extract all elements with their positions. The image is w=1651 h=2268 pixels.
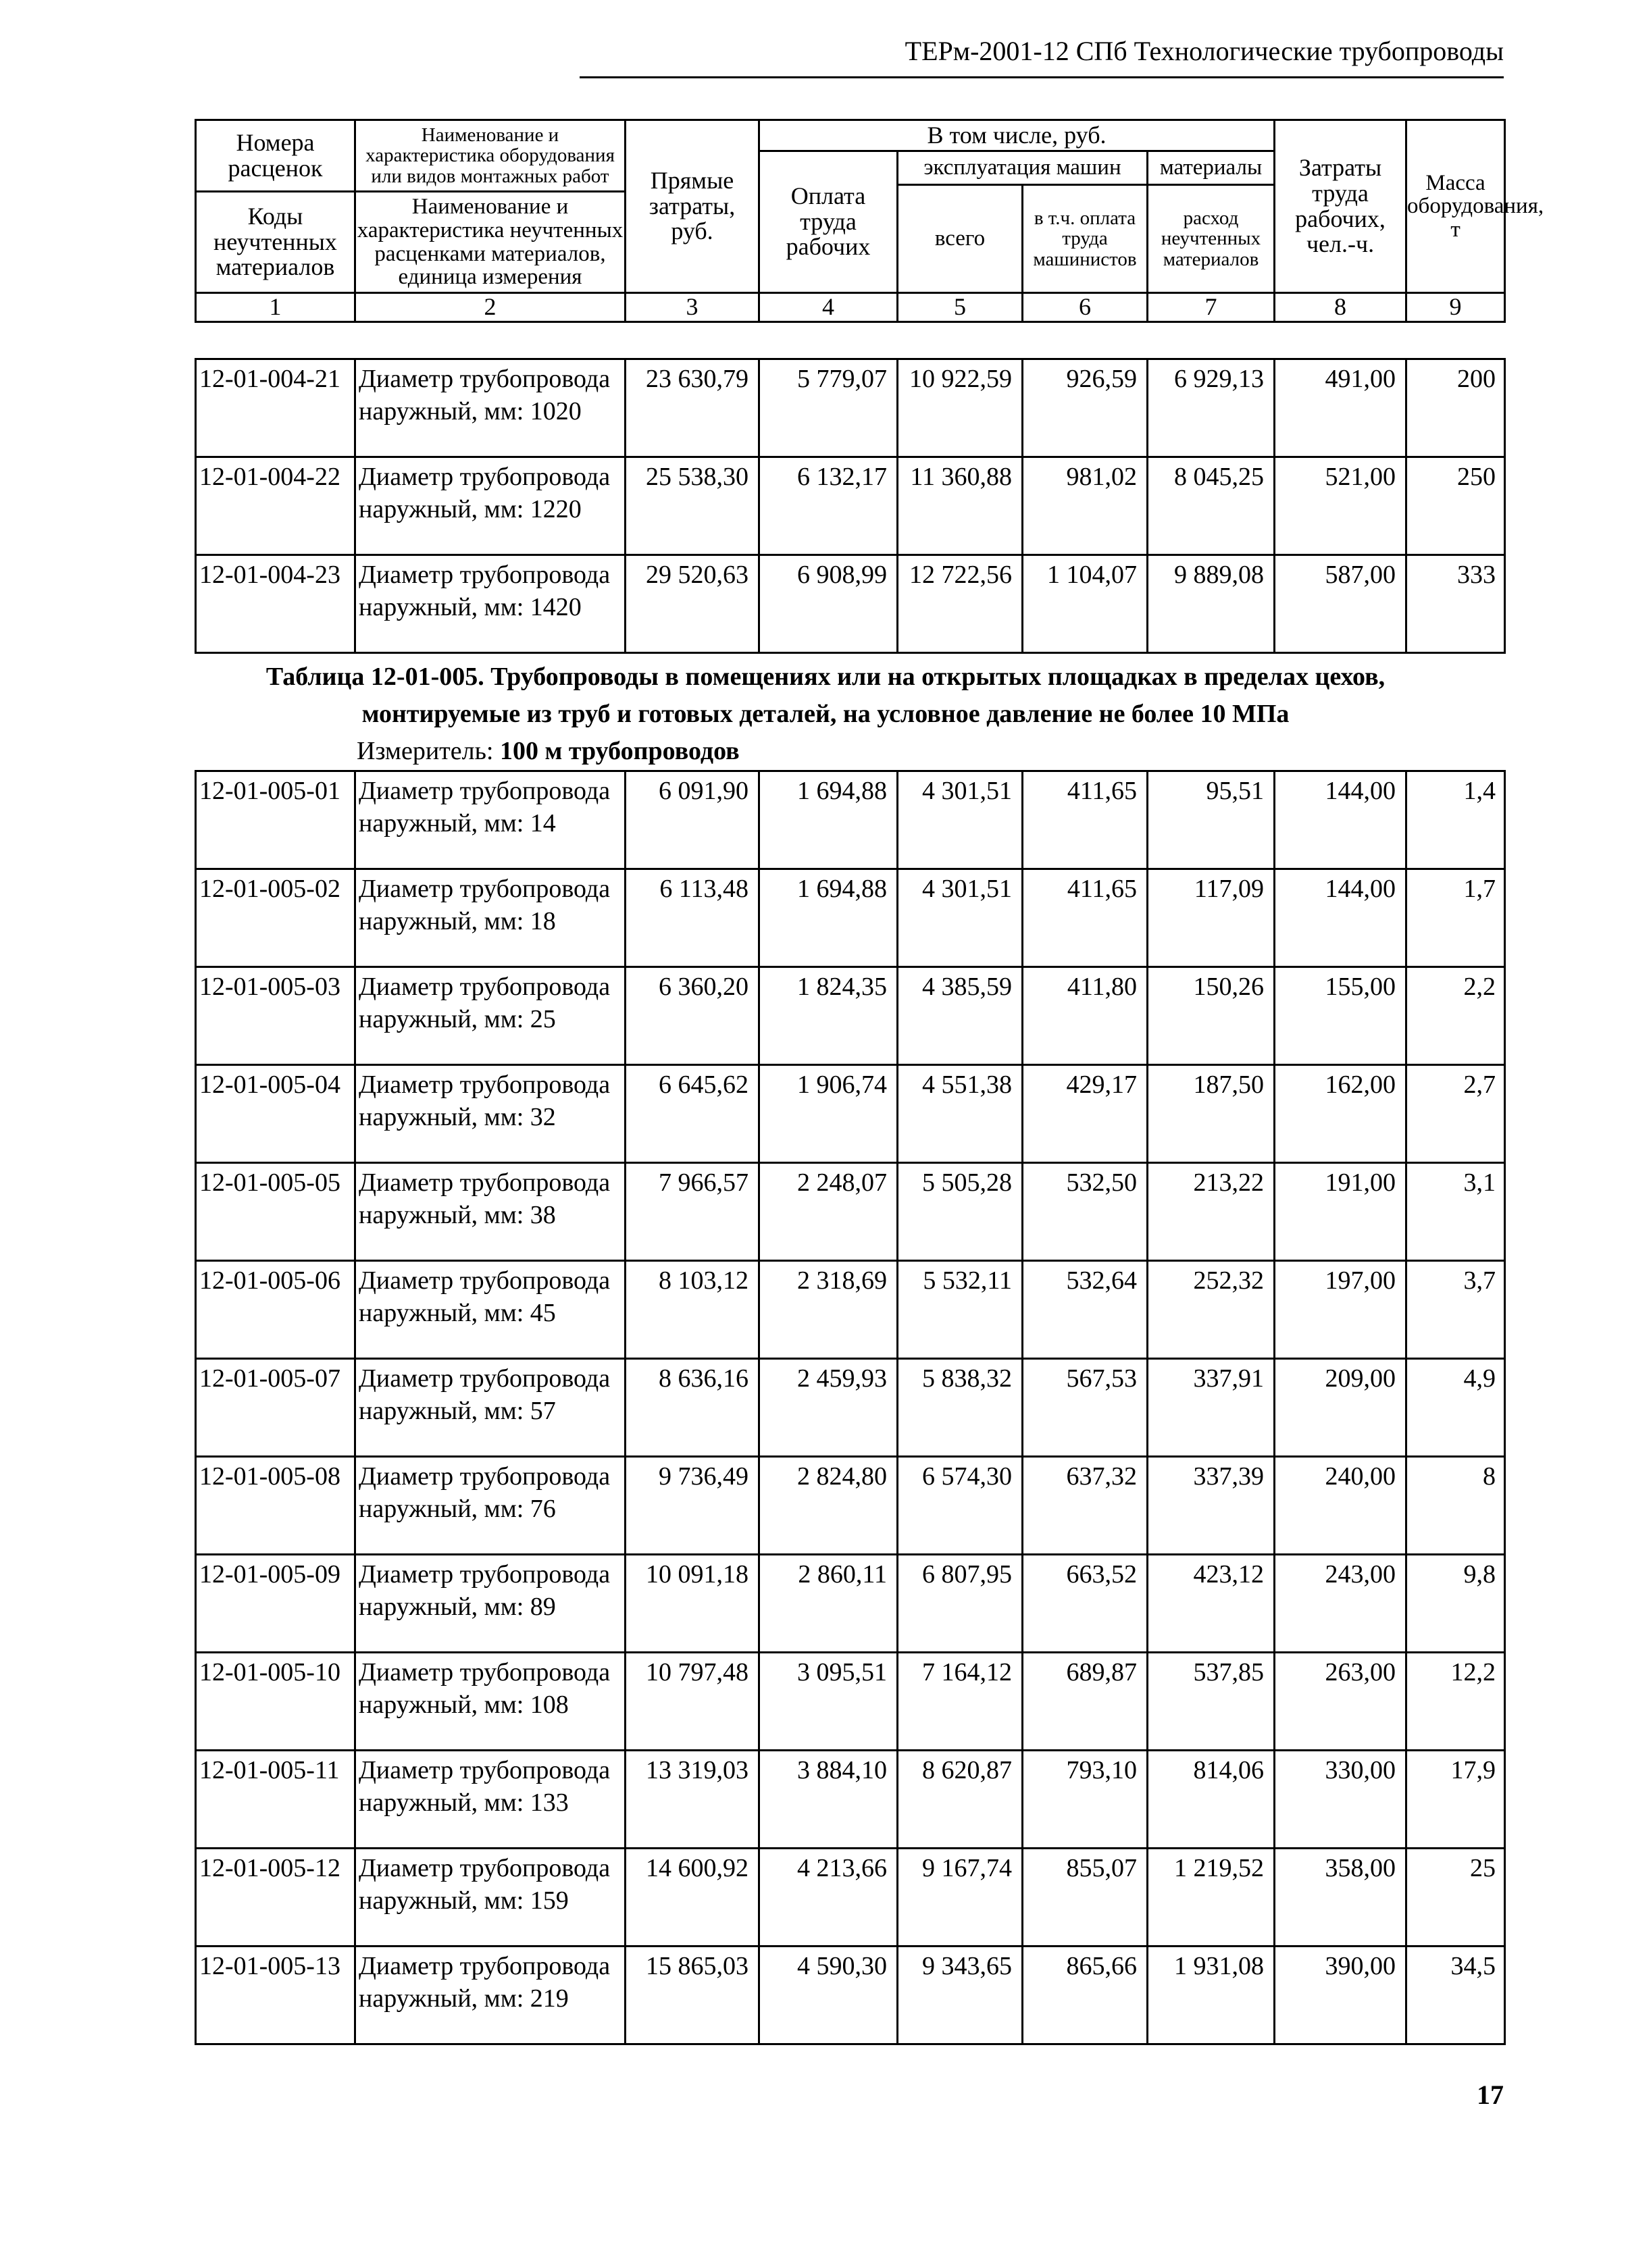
- rate-code-cell: 12-01-004-23: [196, 555, 355, 653]
- machine-total-cell: 4 301,51: [898, 771, 1023, 869]
- column-number: 4: [759, 293, 898, 322]
- work-name-cell: Диаметр трубопровода наружный, мм: 159: [355, 1849, 626, 1947]
- labor-hours-cell: 155,00: [1275, 967, 1406, 1065]
- machine-total-cell: 12 722,56: [898, 555, 1023, 653]
- equipment-mass-cell: 34,5: [1406, 1947, 1505, 2044]
- table-row: [196, 1947, 1505, 2044]
- direct-costs-cell: 7 966,57: [626, 1163, 759, 1261]
- rate-code-cell: 12-01-005-13: [196, 1947, 355, 2044]
- col-2-bottom-header: Наименование и характеристика неучтенных расценками материалов, единица измерения: [355, 192, 626, 293]
- operator-pay-cell: 532,50: [1023, 1163, 1148, 1261]
- labor-hours-cell: 263,00: [1275, 1653, 1406, 1751]
- materials-cost-cell: 814,06: [1148, 1751, 1275, 1849]
- materials-cost-cell: 150,26: [1148, 967, 1275, 1065]
- col-6-header: в т.ч. оплата труда машинистов: [1023, 185, 1148, 293]
- rate-code-cell: 12-01-004-22: [196, 457, 355, 555]
- equipment-mass-cell: 25: [1406, 1849, 1505, 1947]
- operator-pay-cell: 865,66: [1023, 1947, 1148, 2044]
- direct-costs-cell: 14 600,92: [626, 1849, 759, 1947]
- materials-cost-cell: 1 219,52: [1148, 1849, 1275, 1947]
- direct-costs-cell: 10 797,48: [626, 1653, 759, 1751]
- work-name-cell: Диаметр трубопровода наружный, мм: 1020: [355, 359, 626, 457]
- work-name-cell: Диаметр трубопровода наружный, мм: 1220: [355, 457, 626, 555]
- operator-pay-cell: 532,64: [1023, 1261, 1148, 1359]
- labor-pay-cell: 2 248,07: [759, 1163, 898, 1261]
- machine-total-cell: 5 532,11: [898, 1261, 1023, 1359]
- direct-costs-cell: 8 636,16: [626, 1359, 759, 1457]
- direct-costs-cell: 6 645,62: [626, 1065, 759, 1163]
- column-header-table: [195, 119, 1544, 323]
- work-name-cell: Диаметр трубопровода наружный, мм: 1420: [355, 555, 626, 653]
- labor-hours-cell: 390,00: [1275, 1947, 1406, 2044]
- rate-code-cell: 12-01-005-12: [196, 1849, 355, 1947]
- work-name-cell: Диаметр трубопровода наружный, мм: 76: [355, 1457, 626, 1555]
- work-name-cell: Диаметр трубопровода наружный, мм: 108: [355, 1653, 626, 1751]
- equipment-mass-cell: 8: [1406, 1457, 1505, 1555]
- col-2-top-header: Наименование и характеристика оборудования или видов монтажных работ: [355, 120, 626, 192]
- labor-hours-cell: 330,00: [1275, 1751, 1406, 1849]
- labor-hours-cell: 209,00: [1275, 1359, 1406, 1457]
- work-name-cell: Диаметр трубопровода наружный, мм: 89: [355, 1555, 626, 1653]
- table-row: [196, 1555, 1505, 1653]
- machine-total-cell: 6 807,95: [898, 1555, 1023, 1653]
- table-row: [196, 967, 1505, 1065]
- column-number: 7: [1148, 293, 1275, 322]
- column-number: 3: [626, 293, 759, 322]
- col-8-header: Затраты труда рабочих, чел.-ч.: [1275, 120, 1406, 293]
- direct-costs-cell: 9 736,49: [626, 1457, 759, 1555]
- col-3-header: Прямые затраты, руб.: [626, 120, 759, 293]
- equipment-mass-cell: 12,2: [1406, 1653, 1505, 1751]
- operator-pay-cell: 926,59: [1023, 359, 1148, 457]
- equipment-mass-cell: 200: [1406, 359, 1505, 457]
- column-number: 6: [1023, 293, 1148, 322]
- unit-label: Измеритель:: [357, 737, 494, 765]
- equipment-mass-cell: 1,4: [1406, 771, 1505, 869]
- labor-pay-cell: 6 908,99: [759, 555, 898, 653]
- machine-total-cell: 9 343,65: [898, 1947, 1023, 2044]
- table-row: [196, 1457, 1505, 1555]
- machines-header: эксплуатация машин: [898, 151, 1148, 185]
- table-12-01-005: [195, 770, 1506, 2045]
- table-row: [196, 1849, 1505, 1947]
- equipment-mass-cell: 17,9: [1406, 1751, 1505, 1849]
- work-name-cell: Диаметр трубопровода наружный, мм: 25: [355, 967, 626, 1065]
- direct-costs-cell: 6 091,90: [626, 771, 759, 869]
- labor-hours-cell: 191,00: [1275, 1163, 1406, 1261]
- direct-costs-cell: 10 091,18: [626, 1555, 759, 1653]
- table-row: [196, 457, 1505, 555]
- equipment-mass-cell: 3,1: [1406, 1163, 1505, 1261]
- labor-pay-cell: 1 906,74: [759, 1065, 898, 1163]
- col-1-bottom-header: Коды неучтенных материалов: [196, 192, 355, 293]
- table-row: [196, 869, 1505, 967]
- rate-code-cell: 12-01-005-04: [196, 1065, 355, 1163]
- equipment-mass-cell: 250: [1406, 457, 1505, 555]
- labor-hours-cell: 240,00: [1275, 1457, 1406, 1555]
- labor-pay-cell: 3 884,10: [759, 1751, 898, 1849]
- table-row: [196, 1261, 1505, 1359]
- machine-total-cell: 6 574,30: [898, 1457, 1023, 1555]
- equipment-mass-cell: 1,7: [1406, 869, 1505, 967]
- operator-pay-cell: 411,80: [1023, 967, 1148, 1065]
- table-row: [196, 1163, 1505, 1261]
- header-rule: [580, 76, 1504, 78]
- column-number: 9: [1406, 293, 1505, 322]
- rate-code-cell: 12-01-005-06: [196, 1261, 355, 1359]
- labor-pay-cell: 1 824,35: [759, 967, 898, 1065]
- column-number: 2: [355, 293, 626, 322]
- labor-pay-cell: 1 694,88: [759, 869, 898, 967]
- machine-total-cell: 5 838,32: [898, 1359, 1023, 1457]
- table-row: [196, 771, 1505, 869]
- operator-pay-cell: 689,87: [1023, 1653, 1148, 1751]
- rate-code-cell: 12-01-005-09: [196, 1555, 355, 1653]
- table-row: [196, 1653, 1505, 1751]
- rate-code-cell: 12-01-004-21: [196, 359, 355, 457]
- labor-hours-cell: 491,00: [1275, 359, 1406, 457]
- materials-cost-cell: 337,39: [1148, 1457, 1275, 1555]
- column-number: 8: [1275, 293, 1406, 322]
- unit-value: 100 м трубопроводов: [500, 737, 740, 765]
- table-12-01-004: [195, 358, 1506, 654]
- rate-code-cell: 12-01-005-05: [196, 1163, 355, 1261]
- operator-pay-cell: 567,53: [1023, 1359, 1148, 1457]
- labor-hours-cell: 197,00: [1275, 1261, 1406, 1359]
- machine-total-cell: 7 164,12: [898, 1653, 1023, 1751]
- machine-total-cell: 4 385,59: [898, 967, 1023, 1065]
- work-name-cell: Диаметр трубопровода наружный, мм: 57: [355, 1359, 626, 1457]
- machine-total-cell: 4 301,51: [898, 869, 1023, 967]
- operator-pay-cell: 411,65: [1023, 771, 1148, 869]
- machine-total-cell: 9 167,74: [898, 1849, 1023, 1947]
- labor-pay-cell: 2 459,93: [759, 1359, 898, 1457]
- direct-costs-cell: 25 538,30: [626, 457, 759, 555]
- materials-cost-cell: 1 931,08: [1148, 1947, 1275, 2044]
- work-name-cell: Диаметр трубопровода наружный, мм: 45: [355, 1261, 626, 1359]
- work-name-cell: Диаметр трубопровода наружный, мм: 219: [355, 1947, 626, 2044]
- table-row: [196, 1751, 1505, 1849]
- rate-code-cell: 12-01-005-07: [196, 1359, 355, 1457]
- machine-total-cell: 8 620,87: [898, 1751, 1023, 1849]
- direct-costs-cell: 15 865,03: [626, 1947, 759, 2044]
- column-number: 5: [898, 293, 1023, 322]
- direct-costs-cell: 13 319,03: [626, 1751, 759, 1849]
- work-name-cell: Диаметр трубопровода наружный, мм: 133: [355, 1751, 626, 1849]
- operator-pay-cell: 793,10: [1023, 1751, 1148, 1849]
- equipment-mass-cell: 333: [1406, 555, 1505, 653]
- machine-total-cell: 4 551,38: [898, 1065, 1023, 1163]
- rate-code-cell: 12-01-005-10: [196, 1653, 355, 1751]
- rate-code-cell: 12-01-005-01: [196, 771, 355, 869]
- materials-cost-cell: 187,50: [1148, 1065, 1275, 1163]
- running-header-title: ТЕРм-2001-12 СПб Технологические трубопроводы: [905, 36, 1504, 66]
- col-5-header: всего: [898, 185, 1023, 293]
- operator-pay-cell: 1 104,07: [1023, 555, 1148, 653]
- materials-cost-cell: 117,09: [1148, 869, 1275, 967]
- labor-hours-cell: 144,00: [1275, 771, 1406, 869]
- unit-line: [357, 736, 740, 766]
- operator-pay-cell: 429,17: [1023, 1065, 1148, 1163]
- materials-cost-cell: 213,22: [1148, 1163, 1275, 1261]
- labor-hours-cell: 162,00: [1275, 1065, 1406, 1163]
- rate-code-cell: 12-01-005-02: [196, 869, 355, 967]
- machine-total-cell: 10 922,59: [898, 359, 1023, 457]
- labor-pay-cell: 5 779,07: [759, 359, 898, 457]
- rate-code-cell: 12-01-005-03: [196, 967, 355, 1065]
- labor-hours-cell: 521,00: [1275, 457, 1406, 555]
- labor-hours-cell: 144,00: [1275, 869, 1406, 967]
- operator-pay-cell: 637,32: [1023, 1457, 1148, 1555]
- table-row: [196, 555, 1505, 653]
- materials-cost-cell: 8 045,25: [1148, 457, 1275, 555]
- equipment-mass-cell: 9,8: [1406, 1555, 1505, 1653]
- operator-pay-cell: 981,02: [1023, 457, 1148, 555]
- work-name-cell: Диаметр трубопровода наружный, мм: 14: [355, 771, 626, 869]
- direct-costs-cell: 8 103,12: [626, 1261, 759, 1359]
- work-name-cell: Диаметр трубопровода наружный, мм: 38: [355, 1163, 626, 1261]
- work-name-cell: Диаметр трубопровода наружный, мм: 32: [355, 1065, 626, 1163]
- direct-costs-cell: 29 520,63: [626, 555, 759, 653]
- labor-hours-cell: 358,00: [1275, 1849, 1406, 1947]
- equipment-mass-cell: 3,7: [1406, 1261, 1505, 1359]
- labor-pay-cell: 6 132,17: [759, 457, 898, 555]
- materials-cost-cell: 337,91: [1148, 1359, 1275, 1457]
- table-title-line-2: монтируемые из труб и готовых деталей, на условное давление не более 10 МПа: [361, 700, 1290, 728]
- labor-pay-cell: 3 095,51: [759, 1653, 898, 1751]
- group-header: В том числе, руб.: [759, 120, 1275, 151]
- col-4-header: Оплата труда рабочих: [759, 151, 898, 293]
- col-1-top-header: Номера расценок: [196, 120, 355, 192]
- column-number: 1: [196, 293, 355, 322]
- work-name-cell: Диаметр трубопровода наружный, мм: 18: [355, 869, 626, 967]
- labor-hours-cell: 587,00: [1275, 555, 1406, 653]
- labor-pay-cell: 4 590,30: [759, 1947, 898, 2044]
- labor-pay-cell: 1 694,88: [759, 771, 898, 869]
- direct-costs-cell: 6 360,20: [626, 967, 759, 1065]
- labor-pay-cell: 2 824,80: [759, 1457, 898, 1555]
- materials-cost-cell: 95,51: [1148, 771, 1275, 869]
- table-row: [196, 359, 1505, 457]
- table-title-line-1: Таблица 12-01-005. Трубопроводы в помещениях или на открытых площадках в пределах цехов,: [265, 663, 1386, 691]
- operator-pay-cell: 855,07: [1023, 1849, 1148, 1947]
- rate-code-cell: 12-01-005-11: [196, 1751, 355, 1849]
- table-row: [196, 1359, 1505, 1457]
- page-number: 17: [1477, 2080, 1504, 2110]
- operator-pay-cell: 663,52: [1023, 1555, 1148, 1653]
- materials-header: материалы: [1148, 151, 1275, 185]
- direct-costs-cell: 6 113,48: [626, 869, 759, 967]
- rate-code-cell: 12-01-005-08: [196, 1457, 355, 1555]
- operator-pay-cell: 411,65: [1023, 869, 1148, 967]
- labor-hours-cell: 243,00: [1275, 1555, 1406, 1653]
- labor-pay-cell: 2 860,11: [759, 1555, 898, 1653]
- col-9-header: Масса оборудования, т: [1406, 120, 1505, 293]
- materials-cost-cell: 252,32: [1148, 1261, 1275, 1359]
- materials-cost-cell: 9 889,08: [1148, 555, 1275, 653]
- materials-cost-cell: 423,12: [1148, 1555, 1275, 1653]
- equipment-mass-cell: 2,2: [1406, 967, 1505, 1065]
- table-row: [196, 1065, 1505, 1163]
- machine-total-cell: 5 505,28: [898, 1163, 1023, 1261]
- materials-cost-cell: 6 929,13: [1148, 359, 1275, 457]
- equipment-mass-cell: 4,9: [1406, 1359, 1505, 1457]
- materials-cost-cell: 537,85: [1148, 1653, 1275, 1751]
- direct-costs-cell: 23 630,79: [626, 359, 759, 457]
- labor-pay-cell: 2 318,69: [759, 1261, 898, 1359]
- col-7-header: расход неучтенных материалов: [1148, 185, 1275, 293]
- machine-total-cell: 11 360,88: [898, 457, 1023, 555]
- labor-pay-cell: 4 213,66: [759, 1849, 898, 1947]
- equipment-mass-cell: 2,7: [1406, 1065, 1505, 1163]
